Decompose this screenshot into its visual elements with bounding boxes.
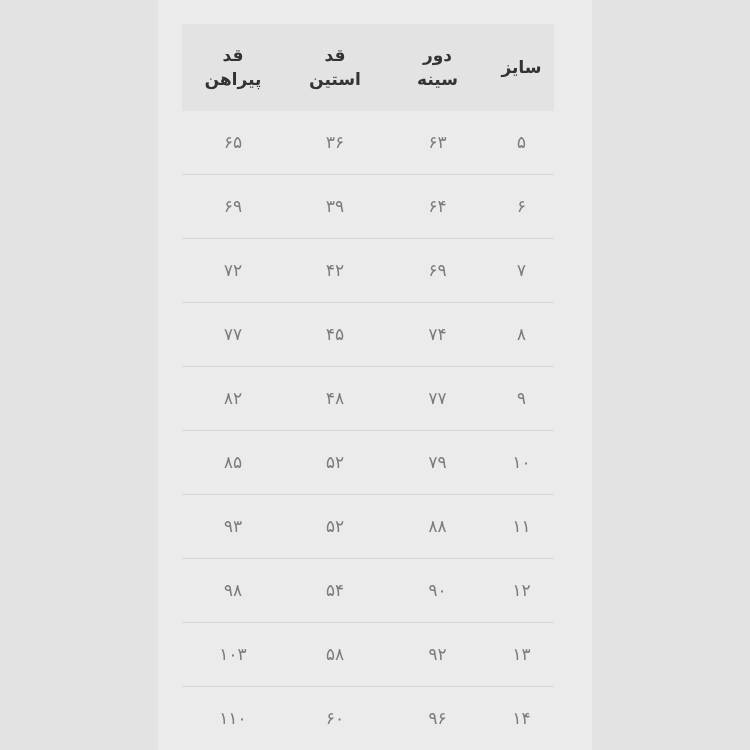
chest-cell: ۹۶	[428, 708, 447, 729]
shirt-length-cell: ۷۷	[223, 324, 243, 345]
shirt-length-cell: ۶۵	[223, 132, 243, 153]
header-sleeve	[284, 44, 386, 92]
table-row	[182, 111, 554, 175]
table-row	[182, 431, 554, 495]
header-chest-line1: دور	[422, 45, 453, 66]
size-cell: ۸	[516, 324, 527, 345]
table-row	[182, 239, 554, 303]
sleeve-cell: ۴۲	[325, 260, 345, 281]
header-size	[489, 56, 554, 80]
shirt-length-cell: ۱۱۰	[219, 708, 247, 729]
chest-cell: ۹۲	[428, 644, 447, 665]
chest-cell: ۷۴	[428, 324, 447, 345]
size-cell: ۹	[516, 388, 527, 409]
shirt-length-cell: ۹۳	[223, 516, 243, 537]
size-chart-panel	[158, 0, 592, 750]
chest-cell: ۶۳	[428, 132, 447, 153]
chest-cell: ۹۰	[428, 580, 447, 601]
table-row	[182, 687, 554, 750]
table-header	[182, 24, 554, 111]
size-cell: ۱۴	[512, 708, 531, 729]
header-shirt-length-line2: پیراهن	[204, 69, 262, 90]
chest-cell: ۶۴	[428, 196, 447, 217]
shirt-length-cell: ۸۲	[223, 388, 243, 409]
size-cell: ۱۱	[512, 516, 531, 537]
header-sleeve-line2: استین	[309, 69, 361, 90]
size-cell: ۱۲	[512, 580, 531, 601]
table-row	[182, 495, 554, 559]
size-table	[182, 24, 554, 750]
header-shirt-length	[182, 44, 284, 92]
sleeve-cell: ۵۴	[325, 580, 345, 601]
sleeve-cell: ۵۲	[325, 452, 345, 473]
sleeve-cell: ۵۸	[325, 644, 345, 665]
header-chest-line2: سینه	[417, 69, 458, 90]
shirt-length-cell: ۸۵	[223, 452, 243, 473]
chest-cell: ۷۷	[428, 388, 447, 409]
sleeve-cell: ۳۹	[325, 196, 345, 217]
table-body	[182, 111, 554, 750]
shirt-length-cell: ۱۰۳	[219, 644, 247, 665]
header-chest	[386, 44, 489, 92]
size-cell: ۵	[516, 132, 527, 153]
shirt-length-cell: ۶۹	[223, 196, 243, 217]
sleeve-cell: ۴۸	[325, 388, 345, 409]
sleeve-cell: ۳۶	[325, 132, 345, 153]
chest-cell: ۶۹	[428, 260, 447, 281]
table-row	[182, 559, 554, 623]
size-cell: ۶	[516, 196, 527, 217]
header-size-label: سایز	[501, 57, 542, 78]
chest-cell: ۸۸	[428, 516, 447, 537]
sleeve-cell: ۴۵	[325, 324, 345, 345]
table-row	[182, 303, 554, 367]
sleeve-cell: ۵۲	[325, 516, 345, 537]
table-row	[182, 367, 554, 431]
sleeve-cell: ۶۰	[325, 708, 345, 729]
size-cell: ۱۰	[512, 452, 531, 473]
size-cell: ۷	[516, 260, 527, 281]
shirt-length-cell: ۹۸	[223, 580, 243, 601]
table-row	[182, 623, 554, 687]
header-sleeve-line1: قد	[324, 45, 346, 66]
header-shirt-length-line1: قد	[222, 45, 244, 66]
size-cell: ۱۳	[512, 644, 531, 665]
chest-cell: ۷۹	[428, 452, 447, 473]
table-row	[182, 175, 554, 239]
shirt-length-cell: ۷۲	[223, 260, 243, 281]
